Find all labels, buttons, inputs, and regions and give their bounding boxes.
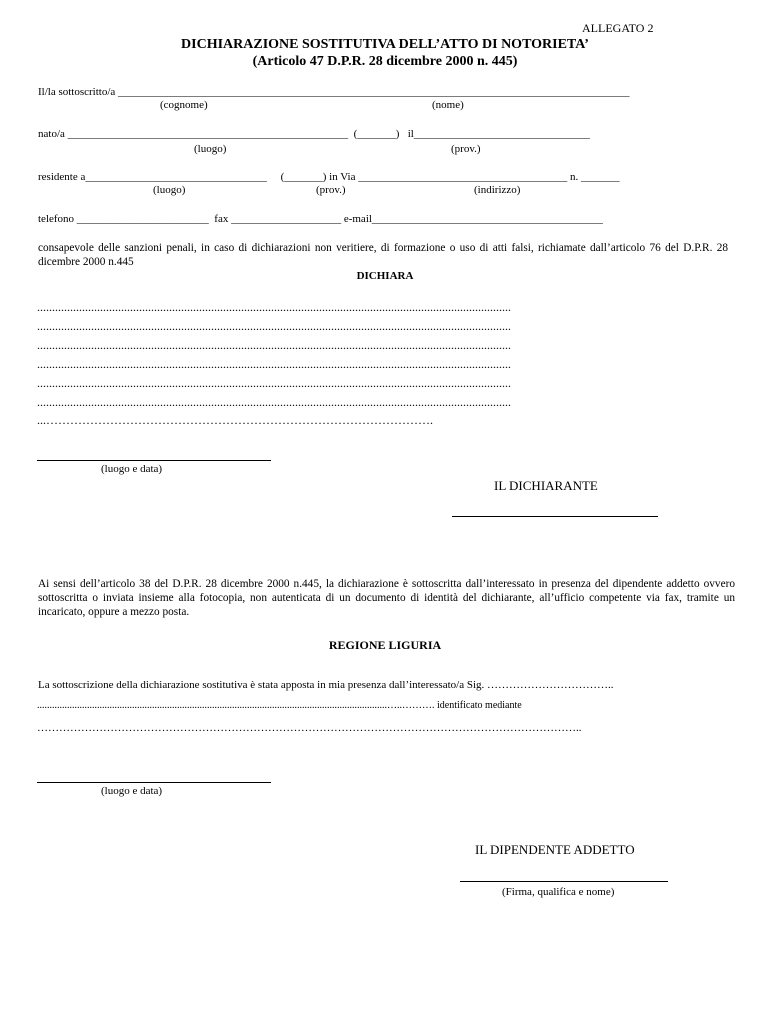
cognome-caption: (cognome) bbox=[160, 99, 208, 111]
allegato-label: ALLEGATO 2 bbox=[582, 21, 654, 35]
luogo-data-caption: (luogo e data) bbox=[101, 463, 163, 475]
dichiarazione-line-7[interactable]: ...……………………………………………………………………………………. bbox=[37, 413, 433, 427]
luogo-residenza-caption: (luogo) bbox=[153, 184, 186, 196]
firma-qualifica-caption: (Firma, qualifica e nome) bbox=[502, 886, 615, 898]
contatti-field[interactable]: telefono ________________________ fax ____________________ e-mail__________________________________________ bbox=[38, 213, 603, 225]
dichiarazione-line-4[interactable]: .............................................................................................................................................................. bbox=[37, 357, 511, 371]
ai-sensi-paragraph: Ai sensi dell’articolo 38 del D.P.R. 28 dicembre 2000 n.445, la dichiarazione è sottoscritta dall’interessato in presenza del dipendente addetto ovvero sottoscritta o inviata insieme alla fotocopia, non autenticata di un documento di identità del dichiarante, all’ufficio competente via fax, tramite un incaricato, oppure a mezzo posta. bbox=[38, 578, 735, 618]
dichiarante-signature-line[interactable] bbox=[452, 516, 658, 517]
dichiarazione-line-5[interactable]: .............................................................................................................................................................. bbox=[37, 376, 511, 390]
dichiarante-label: IL DICHIARANTE bbox=[494, 478, 598, 493]
sottoscrizione-line-2[interactable]: ............................................................................................................................................…..………. identificato mediante bbox=[37, 700, 522, 711]
luogo-data-2-signature-line[interactable] bbox=[37, 782, 271, 783]
addetto-signature-line[interactable] bbox=[460, 881, 668, 882]
residenza-field[interactable]: residente a_________________________________ (_______) in Via ______________________________________ n. _______ bbox=[38, 171, 620, 183]
dipendente-addetto-label: IL DIPENDENTE ADDETTO bbox=[475, 842, 635, 857]
nato-field[interactable]: nato/a ___________________________________________________ (_______) il________________________________ bbox=[38, 128, 590, 140]
document-title: DICHIARAZIONE SOSTITUTIVA DELL’ATTO DI NOTORIETA’ bbox=[181, 37, 589, 52]
dichiarazione-line-2[interactable]: .............................................................................................................................................................. bbox=[37, 319, 511, 333]
nome-caption: (nome) bbox=[432, 99, 464, 111]
dichiarazione-line-3[interactable]: .............................................................................................................................................................. bbox=[37, 338, 511, 352]
consapevole-paragraph: consapevole delle sanzioni penali, in caso di dichiarazioni non veritiere, di formazione o uso di atti falsi, richiamate dall’articolo 76 del D.P.R. 28 dicembre 2000 n.445 bbox=[38, 242, 728, 268]
luogo-nascita-caption: (luogo) bbox=[194, 143, 227, 155]
sottoscrizione-line-1[interactable]: La sottoscrizione della dichiarazione sostitutiva è stata apposta in mia presenza dall’interessato/a Sig. …………………………….. bbox=[38, 679, 614, 691]
luogo-data-2-caption: (luogo e data) bbox=[101, 785, 163, 797]
dichiarazione-line-1[interactable]: .............................................................................................................................................................. bbox=[37, 300, 511, 314]
dichiara-heading: DICHIARA bbox=[356, 270, 414, 282]
sottoscrizione-line-3[interactable]: ………………………………………………………………………………………………………………………………….. bbox=[37, 722, 582, 734]
luogo-data-signature-line[interactable] bbox=[37, 460, 271, 461]
prov-nascita-caption: (prov.) bbox=[451, 143, 481, 155]
sottoscritto-field[interactable]: Il/la sottoscritto/a _____________________________________________________________________________________________ bbox=[38, 86, 630, 98]
document-subtitle: (Articolo 47 D.P.R. 28 dicembre 2000 n. 445) bbox=[252, 54, 518, 69]
indirizzo-caption: (indirizzo) bbox=[474, 184, 521, 196]
dichiarazione-line-6[interactable]: .............................................................................................................................................................. bbox=[37, 395, 511, 409]
regione-heading: REGIONE LIGURIA bbox=[328, 638, 442, 652]
prov-residenza-caption: (prov.) bbox=[316, 184, 346, 196]
